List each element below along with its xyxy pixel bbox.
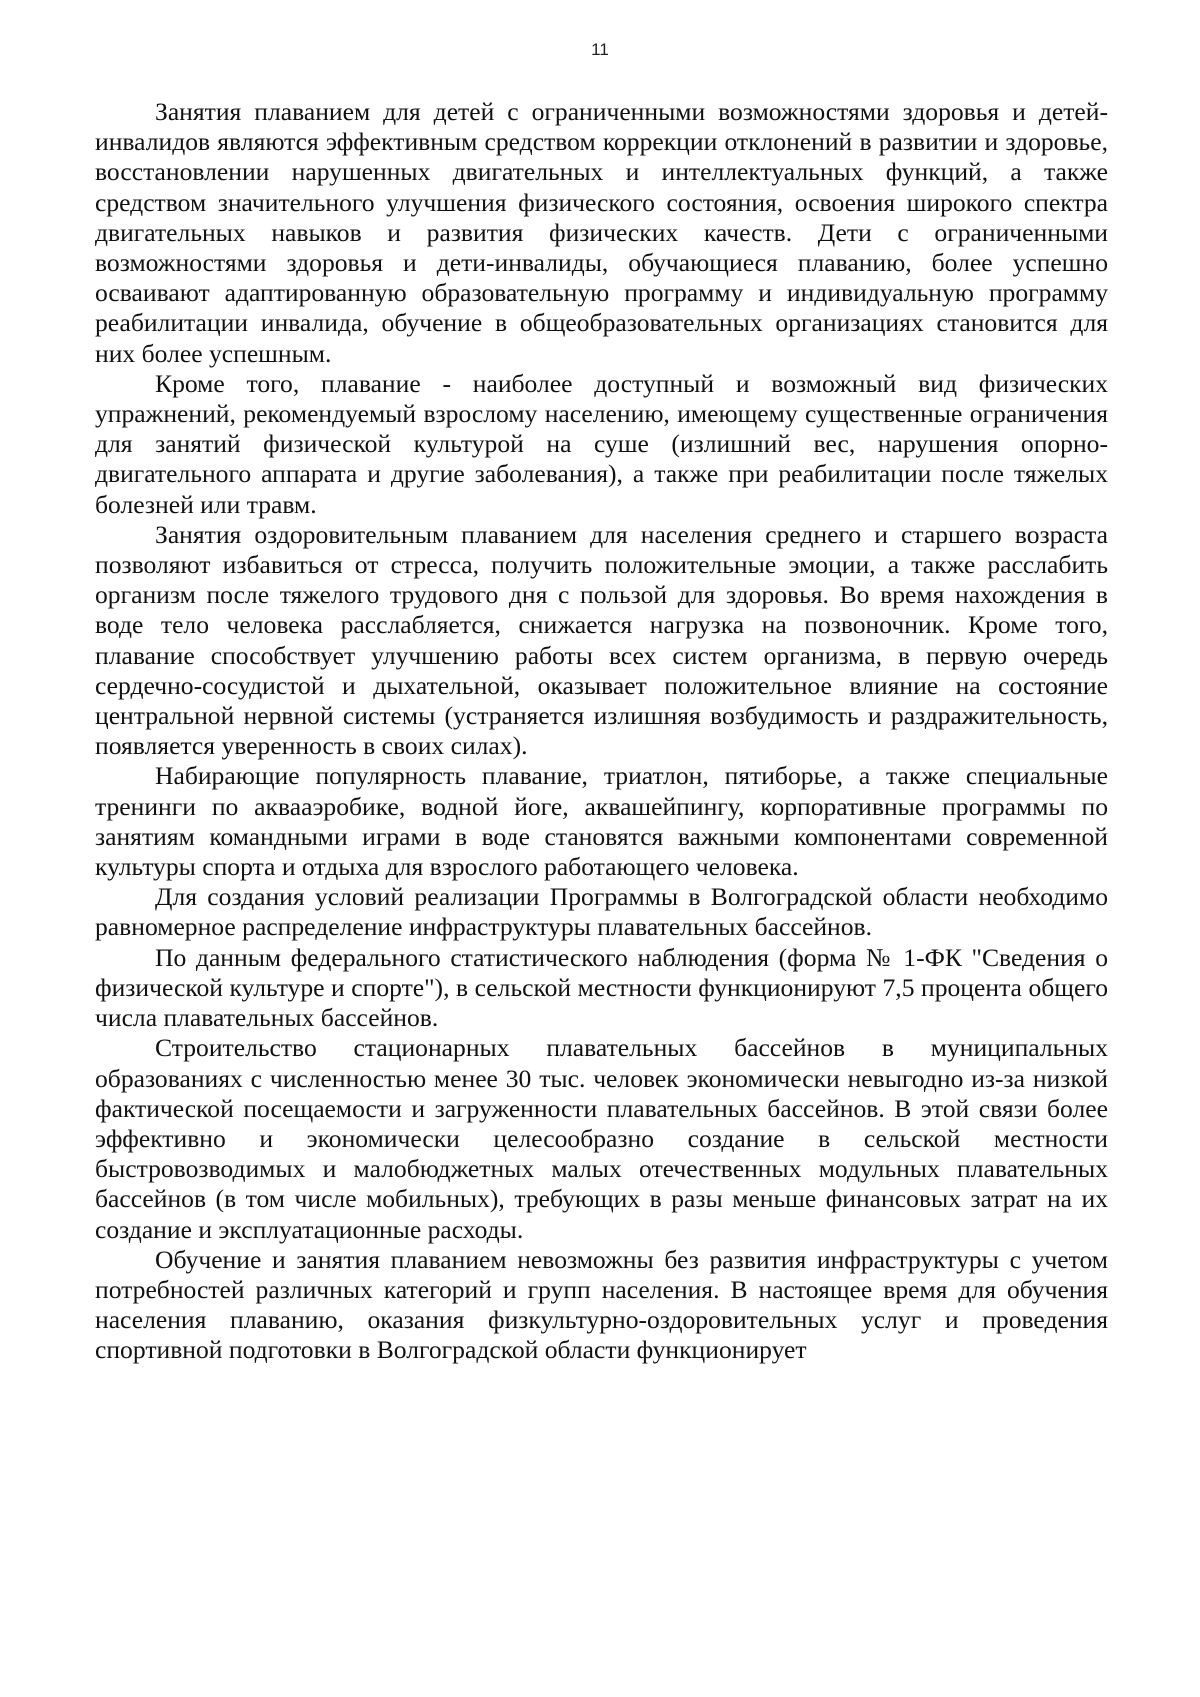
paragraph-health-swimming: Занятия оздоровительным плаванием для населения среднего и старшего возраста позволяют избавиться от стресса, получить положительные эмоции, а также расслабить организм после тяжелого трудового дня с пользой для здоровья. Во время нахождения в воде тело человека расслабляется, снижается нагрузка на позвоночник. Кроме того, плавание способствует улучшению работы всех систем организма, в первую очередь сердечно-сосудистой и дыхательной, оказывает положительное влияние на состояние центральной нервной системы (устраняется излишняя возбудимость и раздражительность, появляется уверенность в своих силах).: [95, 519, 1108, 761]
paragraph-popular-sports: Набирающие популярность плавание, триатлон, пятиборье, а также специальные тренинги по аквааэробике, водной йоге, аквашейпингу, корпоративные программы по занятиям командными играми в воде становятся важными компонентами современной культуры спорта и отдыха для взрослого работающего человека.: [95, 761, 1108, 882]
paragraph-pool-construction: Строительство стационарных плавательных бассейнов в муниципальных образованиях с численностью менее 30 тыс. человек экономически невыгодно из-за низкой фактической посещаемости и загруженности плавательных бассейнов. В этой связи более эффективно и экономически целесообразно создание в сельской местности быстровозводимых и малобюджетных малых отечественных модульных плавательных бассейнов (в том числе мобильных), требующих в разы меньше финансовых затрат на их создание и эксплуатационные расходы.: [95, 1033, 1108, 1244]
paragraph-children-swimming: Занятия плаванием для детей с ограниченными возможностями здоровья и детей-инвалидов являются эффективным средством коррекции отклонений в развитии и здоровье, восстановлении нарушенных двигательных и интеллектуальных функций, а также средством значительного улучшения физического состояния, освоения широкого спектра двигательных навыков и развития физических качеств. Дети с ограниченными возможностями здоровья и дети-инвалиды, обучающиеся плаванию, более успешно осваивают адаптированную образовательную программу и индивидуальную программу реабилитации инвалида, обучение в общеобразовательных организациях становится для них более успешным.: [95, 97, 1108, 368]
paragraph-infrastructure: Обучение и занятия плаванием невозможны без развития инфраструктуры с учетом потребностей различных категорий и групп населения. В настоящее время для обучения населения плаванию, оказания физкультурно-оздоровительных услуг и проведения спортивной подготовки в Волгоградской области функционирует: [95, 1244, 1108, 1365]
paragraph-adult-swimming: Кроме того, плавание - наиболее доступный и возможный вид физических упражнений, рекомендуемый взрослому населению, имеющему существенные ограничения для занятий физической культурой на суше (излишний вес, нарушения опорно-двигательного аппарата и другие заболевания), а также при реабилитации после тяжелых болезней или травм.: [95, 368, 1108, 519]
page-number: 11: [591, 40, 609, 59]
document-body: [95, 97, 1108, 1366]
paragraph-program-conditions: Для создания условий реализации Программы в Волгоградской области необходимо равномерное распределение инфраструктуры плавательных бассейнов.: [95, 882, 1108, 942]
paragraph-statistics: По данным федерального статистического наблюдения (форма № 1-ФК "Сведения о физической культуре и спорте"), в сельской местности функционируют 7,5 процента общего числа плавательных бассейнов.: [95, 942, 1108, 1033]
